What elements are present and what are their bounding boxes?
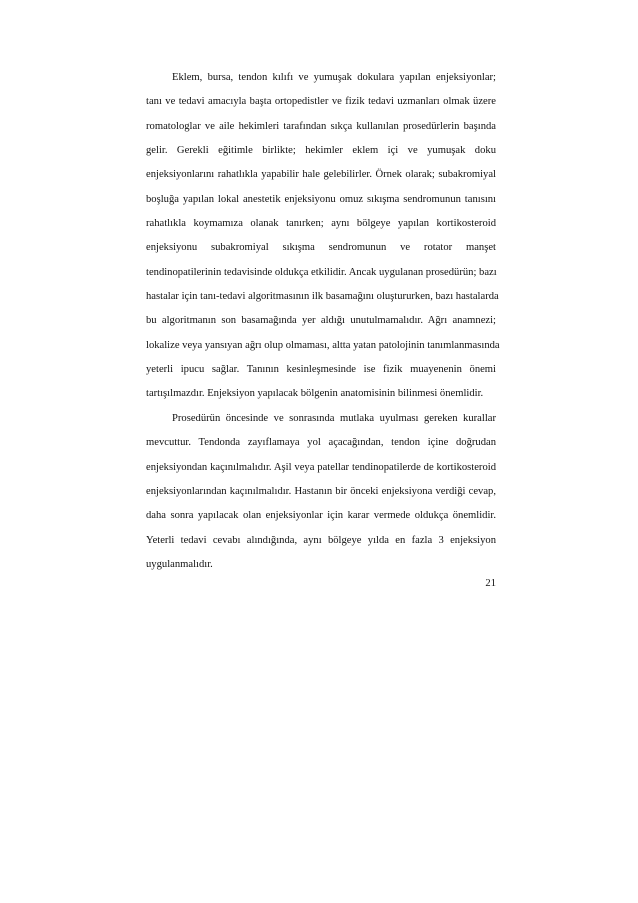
text-line: tanı ve tedavi amacıyla başta ortopedistler ve fizik tedavi uzmanları olmak üzere: [146, 96, 496, 108]
paragraph-1: [146, 66, 500, 407]
text-line: enjeksiyonlarını rahatlıkla yapabilir hale gelebilirler. Örnek olarak; subakromiyal: [146, 169, 496, 181]
text-line: enjeksiyonlarından kaçınılmalıdır. Hastanın bir önceki enjeksiyona verdiği cevap,: [146, 485, 496, 497]
text-line: mevcuttur. Tendonda zayıflamaya yol açacağından, tendon içine doğrudan: [146, 437, 496, 449]
text-line: gelir. Gerekli eğitimle birlikte; hekimler eklem içi ve yumuşak doku: [146, 145, 496, 157]
text-line: daha sonra yapılacak olan enjeksiyonlar için karar vermede oldukça önemlidir.: [146, 510, 496, 522]
text-line: Prosedürün öncesinde ve sonrasında mutlaka uyulması gereken kurallar: [172, 412, 496, 424]
text-line: tartışılmazdır. Enjeksiyon yapılacak bölgenin anatomisinin bilinmesi önemlidir.: [146, 388, 484, 400]
text-line: hastalar için tanı-tedavi algoritmasının ilk basamağını oluştururken, bazı hastalarda: [146, 291, 499, 303]
text-line: bu algoritmanın son basamağında yer aldığı unutulmamalıdır. Ağrı anamnezi;: [146, 315, 496, 327]
text-line: uygulanmalıdır.: [146, 558, 213, 570]
text-line: enjeksiyonu subakromiyal sıkışma sendromunun ve rotator manşet: [146, 242, 496, 254]
body-text: [146, 66, 500, 577]
text-line: boşluğa yapılan lokal anestetik enjeksiyonu omuz sıkışma sendromunun tanısını: [146, 193, 496, 205]
page-number: 21: [485, 578, 496, 589]
paragraph-2: [146, 407, 496, 577]
text-line: yeterli ipucu sağlar. Tanının kesinleşmesinde ise fizik muayenenin önemi: [146, 364, 496, 376]
text-line: tendinopatilerinin tedavisinde oldukça etkilidir. Ancak uygulanan prosedürün; bazı: [146, 266, 497, 278]
text-line: Yeterli tedavi cevabı alındığında, aynı bölgeye yılda en fazla 3 enjeksiyon: [146, 534, 496, 546]
text-line: lokalize veya yansıyan ağrı olup olmaması, altta yatan patolojinin tanımlanmasında: [146, 339, 500, 351]
text-line: romatologlar ve aile hekimleri tarafından sıkça kullanılan prosedürlerin başında: [146, 120, 496, 132]
text-line: rahatlıkla koymamıza olanak tanırken; aynı bölgeye yapılan kortikosteroid: [146, 218, 496, 230]
text-line: enjeksiyondan kaçınılmalıdır. Aşil veya patellar tendinopatilerde de kortikosteroid: [146, 461, 496, 473]
text-line: Eklem, bursa, tendon kılıfı ve yumuşak dokulara yapılan enjeksiyonlar;: [172, 72, 496, 83]
